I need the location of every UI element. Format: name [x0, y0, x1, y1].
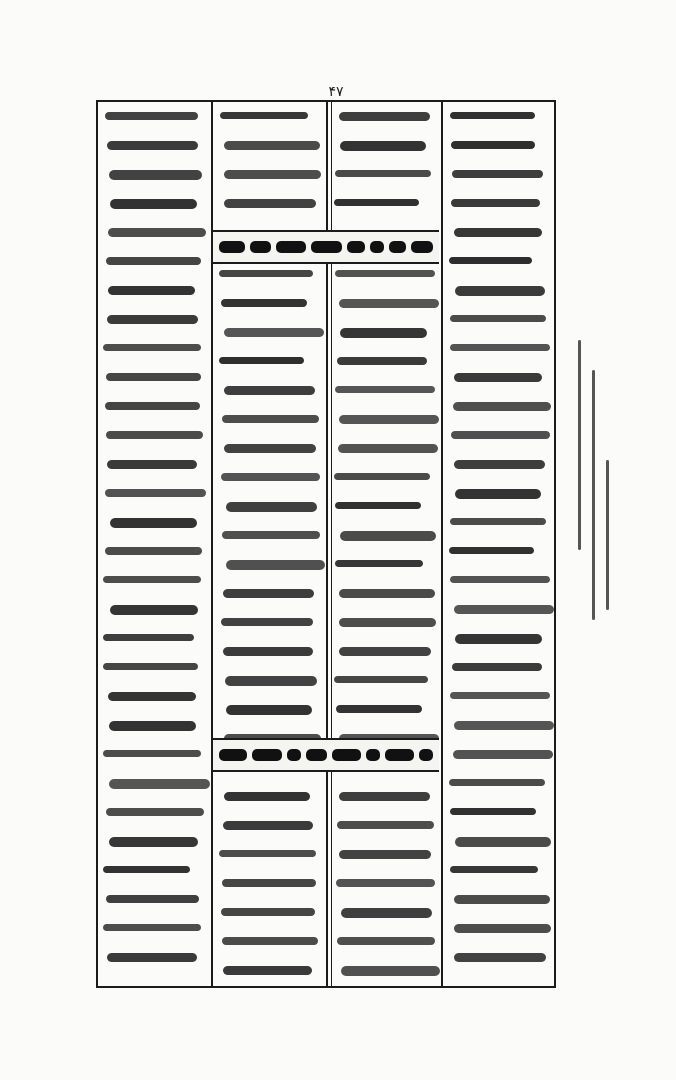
- script-line: [105, 547, 202, 555]
- script-line: [222, 879, 316, 887]
- script-line: [109, 170, 202, 180]
- script-line: [337, 937, 435, 945]
- script-line: [454, 721, 554, 730]
- margin-script-stroke: [606, 460, 609, 610]
- heading-stroke: [385, 749, 414, 761]
- script-line: [339, 647, 431, 656]
- script-line: [339, 112, 430, 121]
- script-line: [223, 647, 313, 656]
- script-line: [106, 257, 201, 265]
- script-line: [105, 402, 200, 410]
- page-number: ۴۷: [328, 84, 344, 100]
- script-line: [339, 589, 435, 598]
- script-line: [224, 444, 316, 453]
- heading-stroke: [419, 749, 433, 761]
- script-line: [334, 676, 428, 683]
- script-line: [109, 779, 210, 789]
- script-line: [454, 895, 550, 904]
- script-line: [452, 170, 543, 178]
- script-line: [225, 676, 317, 686]
- script-line: [449, 257, 532, 264]
- script-line: [226, 560, 325, 570]
- script-line: [105, 112, 198, 120]
- script-line: [222, 531, 320, 539]
- script-line: [339, 618, 436, 627]
- script-line: [108, 692, 196, 701]
- script-line: [450, 576, 550, 583]
- script-line: [450, 692, 550, 699]
- script-line: [454, 228, 542, 237]
- script-line: [454, 460, 545, 469]
- script-line: [103, 344, 201, 351]
- script-line: [108, 228, 206, 237]
- script-line: [224, 386, 315, 395]
- script-line: [220, 112, 308, 119]
- section-heading: [219, 239, 433, 255]
- script-line: [335, 560, 423, 567]
- script-line: [335, 502, 421, 509]
- script-line: [450, 112, 535, 119]
- heading-stroke: [219, 241, 245, 253]
- heading-stroke: [252, 749, 282, 761]
- script-line: [340, 141, 426, 151]
- script-line: [224, 170, 321, 179]
- script-line: [452, 663, 542, 671]
- script-line: [451, 199, 540, 207]
- script-line: [450, 344, 550, 351]
- script-line: [224, 141, 320, 150]
- column-rule: [441, 102, 443, 986]
- script-line: [223, 821, 313, 830]
- script-line: [219, 850, 316, 857]
- heading-stroke: [219, 749, 247, 761]
- script-line: [223, 589, 314, 598]
- script-line: [334, 473, 430, 480]
- script-line: [103, 576, 201, 583]
- script-line: [454, 605, 554, 614]
- script-line: [108, 286, 195, 295]
- script-line: [106, 431, 203, 439]
- script-line: [450, 808, 536, 815]
- script-line: [339, 850, 431, 859]
- section-heading-banner: [213, 230, 439, 264]
- script-line: [336, 879, 435, 887]
- script-line: [338, 444, 438, 453]
- script-line: [107, 315, 198, 324]
- script-line: [221, 473, 320, 481]
- script-line: [221, 908, 315, 916]
- script-line: [449, 547, 534, 554]
- script-line: [340, 531, 436, 541]
- heading-stroke: [287, 749, 301, 761]
- script-line: [107, 141, 198, 150]
- script-line: [454, 953, 546, 962]
- script-line: [449, 779, 545, 786]
- script-line: [105, 489, 206, 497]
- script-line: [221, 299, 307, 307]
- margin-script-stroke: [592, 370, 595, 620]
- script-line: [219, 357, 304, 364]
- script-line: [334, 199, 419, 206]
- section-heading: [219, 747, 433, 763]
- heading-stroke: [389, 241, 406, 253]
- script-line: [107, 460, 197, 469]
- script-line: [335, 270, 435, 277]
- script-line: [450, 518, 546, 525]
- script-line: [226, 705, 312, 715]
- script-line: [451, 431, 550, 439]
- script-line: [109, 837, 198, 847]
- script-line: [451, 141, 535, 149]
- heading-stroke: [347, 241, 365, 253]
- script-line: [340, 328, 427, 338]
- script-line: [337, 821, 434, 829]
- script-line: [224, 199, 316, 208]
- margin-script-stroke: [578, 340, 581, 550]
- script-line: [450, 315, 546, 322]
- script-line: [110, 518, 197, 528]
- script-line: [455, 489, 541, 499]
- heading-stroke: [276, 241, 306, 253]
- heading-stroke: [366, 749, 380, 761]
- script-line: [339, 415, 439, 424]
- script-line: [106, 808, 204, 816]
- script-line: [221, 618, 313, 626]
- script-line: [109, 721, 196, 731]
- script-line: [222, 415, 319, 423]
- script-line: [110, 199, 197, 209]
- script-line: [107, 953, 197, 962]
- script-line: [222, 937, 318, 945]
- script-line: [339, 792, 430, 801]
- script-line: [453, 402, 551, 411]
- script-line: [337, 357, 427, 365]
- script-line: [450, 866, 538, 873]
- heading-stroke: [332, 749, 361, 761]
- heading-stroke: [311, 241, 342, 253]
- script-line: [341, 908, 432, 918]
- script-line: [454, 373, 542, 382]
- script-line: [454, 924, 551, 933]
- script-line: [224, 792, 310, 801]
- script-line: [224, 328, 324, 337]
- script-line: [223, 966, 312, 975]
- script-line: [106, 895, 199, 903]
- script-line: [339, 299, 439, 308]
- script-line: [103, 924, 201, 931]
- script-line: [103, 663, 198, 670]
- section-heading-banner: [213, 738, 439, 772]
- script-line: [453, 750, 553, 759]
- text-frame: [96, 100, 556, 988]
- script-line: [455, 286, 545, 296]
- script-line: [103, 634, 194, 641]
- heading-stroke: [250, 241, 271, 253]
- heading-stroke: [411, 241, 433, 253]
- script-line: [341, 966, 440, 976]
- heading-stroke: [370, 241, 384, 253]
- heading-stroke: [306, 749, 327, 761]
- script-line: [103, 750, 201, 757]
- marginal-annotation: [572, 340, 632, 620]
- script-line: [106, 373, 201, 381]
- text-column-1: [444, 102, 554, 986]
- script-line: [455, 634, 542, 644]
- script-line: [335, 386, 435, 393]
- script-line: [110, 605, 198, 615]
- script-line: [336, 705, 422, 713]
- script-line: [103, 866, 190, 873]
- script-line: [226, 502, 317, 512]
- text-column-4: [98, 102, 209, 986]
- script-line: [219, 270, 313, 277]
- script-line: [335, 170, 431, 177]
- script-line: [455, 837, 551, 847]
